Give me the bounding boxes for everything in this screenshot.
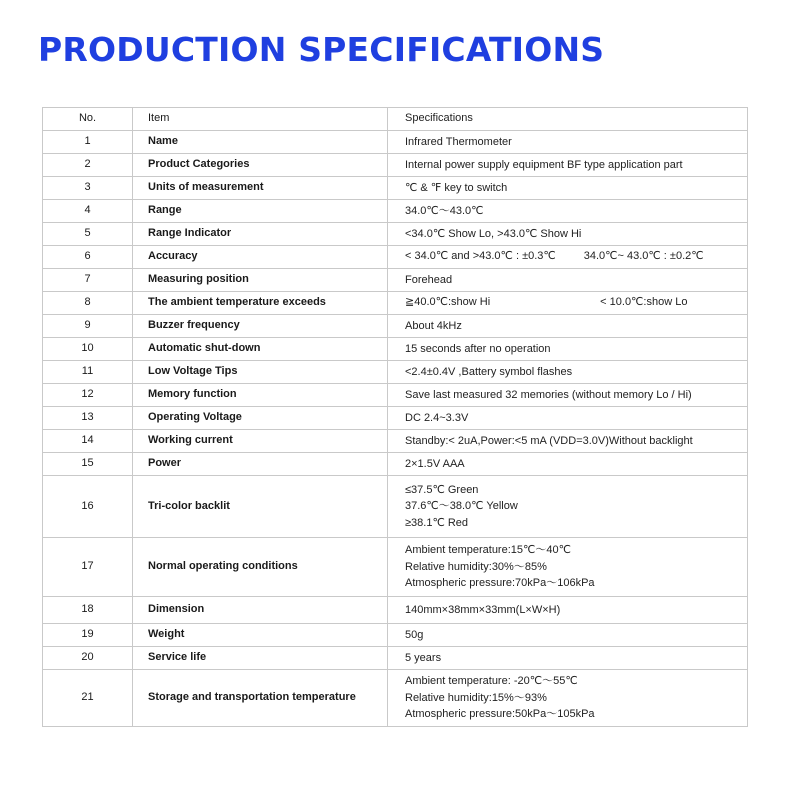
row-item: Operating Voltage: [133, 407, 388, 430]
row-number: 12: [43, 384, 133, 407]
row-specification: [388, 292, 748, 315]
table-row: [43, 670, 748, 727]
specification-line: 15 seconds after no operation: [405, 342, 551, 355]
row-specification: [388, 597, 748, 624]
row-item: Accuracy: [133, 246, 388, 269]
table-row: [43, 647, 748, 670]
specification-line: Relative humidity:30%～85%: [405, 560, 547, 573]
row-item: Name: [133, 131, 388, 154]
row-item: Product Categories: [133, 154, 388, 177]
table-row: [43, 476, 748, 538]
table-row: [43, 597, 748, 624]
page-title: PRODUCTION SPECIFICATIONS: [38, 30, 605, 69]
row-specification: [388, 246, 748, 269]
table-header-row: [43, 108, 748, 131]
table-row: [43, 292, 748, 315]
specification-line: Atmospheric pressure:70kPa～106kPa: [405, 577, 595, 590]
row-number: 16: [43, 476, 133, 538]
row-number: 18: [43, 597, 133, 624]
row-number: 7: [43, 269, 133, 292]
row-item: Buzzer frequency: [133, 315, 388, 338]
row-item: Low Voltage Tips: [133, 361, 388, 384]
table-row: [43, 624, 748, 647]
header-item: Item: [133, 108, 388, 131]
row-item: Memory function: [133, 384, 388, 407]
row-specification: [388, 269, 748, 292]
table-row: [43, 246, 748, 269]
specification-line: Standby:< 2uA,Power:<5 mA (VDD=3.0V)Without backlight: [405, 434, 693, 447]
row-specification: [388, 223, 748, 246]
row-item: Normal operating conditions: [133, 538, 388, 597]
row-number: 20: [43, 647, 133, 670]
specification-line: ℃ & ℉ key to switch: [405, 181, 508, 194]
row-number: 13: [43, 407, 133, 430]
row-specification: [388, 538, 748, 597]
row-specification: [388, 177, 748, 200]
specification-line: Relative humidity:15%～93%: [405, 691, 547, 704]
specification-line: Ambient temperature: -20℃～55℃: [405, 675, 578, 688]
row-item: Power: [133, 453, 388, 476]
specification-line: Internal power supply equipment BF type application part: [405, 158, 683, 171]
row-number: 6: [43, 246, 133, 269]
row-specification: [388, 384, 748, 407]
row-item: Dimension: [133, 597, 388, 624]
table-row: [43, 154, 748, 177]
row-specification: [388, 131, 748, 154]
row-number: 1: [43, 131, 133, 154]
row-specification: [388, 361, 748, 384]
row-specification: [388, 624, 748, 647]
specification-line: ≧40.0℃:show Hi: [405, 296, 491, 309]
row-number: 4: [43, 200, 133, 223]
row-specification: [388, 407, 748, 430]
specification-line: 34.0℃~ 43.0℃ : ±0.2℃: [583, 250, 704, 263]
row-item: Units of measurement: [133, 177, 388, 200]
specification-line: Forehead: [405, 273, 453, 286]
specifications-table: [42, 107, 748, 727]
row-specification: [388, 476, 748, 538]
row-number: 5: [43, 223, 133, 246]
table-row: [43, 430, 748, 453]
row-specification: [388, 453, 748, 476]
table-row: [43, 131, 748, 154]
row-specification: [388, 315, 748, 338]
specification-line: < 34.0℃ and >43.0℃ : ±0.3℃: [405, 250, 556, 263]
header-no: No.: [43, 108, 133, 131]
specification-line: 34.0℃～43.0℃: [405, 204, 484, 217]
table-row: [43, 338, 748, 361]
specification-line: Atmospheric pressure:50kPa～105kPa: [405, 708, 595, 721]
table-row: [43, 177, 748, 200]
specification-line: 37.6℃～38.0℃ Yellow: [405, 500, 518, 513]
specification-line: Infrared Thermometer: [405, 135, 512, 148]
specification-line: ≥38.1℃ Red: [405, 516, 469, 529]
row-specification: [388, 430, 748, 453]
specification-line: 50g: [405, 628, 424, 641]
row-item: Storage and transportation temperature: [133, 670, 388, 727]
row-item: Automatic shut-down: [133, 338, 388, 361]
row-specification: [388, 154, 748, 177]
row-item: Measuring position: [133, 269, 388, 292]
specification-line: 140mm×38mm×33mm(L×W×H): [405, 603, 561, 616]
table-row: [43, 223, 748, 246]
row-number: 2: [43, 154, 133, 177]
specification-line: <2.4±0.4V ,Battery symbol flashes: [405, 365, 573, 378]
row-specification: [388, 647, 748, 670]
row-number: 11: [43, 361, 133, 384]
row-item: Weight: [133, 624, 388, 647]
table-row: [43, 384, 748, 407]
specification-line: 5 years: [405, 651, 442, 664]
row-item: Working current: [133, 430, 388, 453]
table-row: [43, 453, 748, 476]
table-row: [43, 200, 748, 223]
row-specification: [388, 670, 748, 727]
row-number: 17: [43, 538, 133, 597]
row-number: 15: [43, 453, 133, 476]
row-number: 9: [43, 315, 133, 338]
specification-line: < 10.0℃:show Lo: [600, 296, 688, 309]
row-number: 8: [43, 292, 133, 315]
row-number: 21: [43, 670, 133, 727]
table-row: [43, 269, 748, 292]
row-item: The ambient temperature exceeds: [133, 292, 388, 315]
specification-line: DC 2.4~3.3V: [405, 411, 469, 424]
specification-line: About 4kHz: [405, 319, 462, 332]
table-row: [43, 407, 748, 430]
row-item: Service life: [133, 647, 388, 670]
table-row: [43, 315, 748, 338]
row-number: 10: [43, 338, 133, 361]
row-number: 3: [43, 177, 133, 200]
row-item: Range Indicator: [133, 223, 388, 246]
row-specification: [388, 338, 748, 361]
header-specifications: Specifications: [388, 108, 748, 131]
table-row: [43, 538, 748, 597]
row-item: Range: [133, 200, 388, 223]
row-item: Tri-color backlit: [133, 476, 388, 538]
specification-line: 2×1.5V AAA: [405, 457, 465, 470]
row-number: 14: [43, 430, 133, 453]
row-specification: [388, 200, 748, 223]
specification-line: Save last measured 32 memories (without memory Lo / Hi): [405, 388, 692, 401]
table-row: [43, 361, 748, 384]
specification-line: <34.0℃ Show Lo, >43.0℃ Show Hi: [405, 227, 582, 240]
specification-line: Ambient temperature:15℃～40℃: [405, 544, 571, 557]
specification-line: ≤37.5℃ Green: [405, 483, 479, 496]
row-number: 19: [43, 624, 133, 647]
